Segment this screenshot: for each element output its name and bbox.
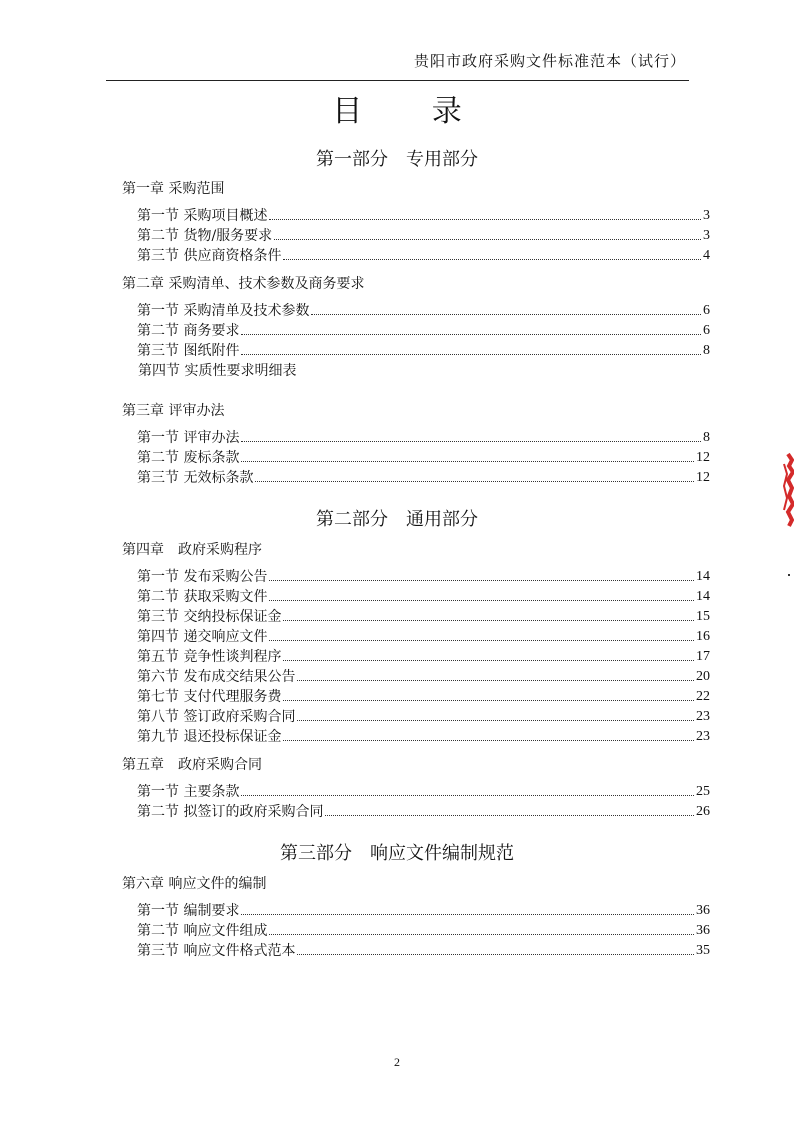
toc-entry[interactable] (137, 299, 710, 319)
chapter-title: 第一章 采购范围 (122, 181, 225, 197)
toc-entry[interactable] (137, 244, 710, 264)
seal-stamp-stroke-inner (784, 464, 787, 510)
entry-label: 第二节 商务要求 (137, 323, 240, 339)
entry-page: 15 (696, 609, 710, 624)
header-rule (106, 80, 689, 81)
toc-entry[interactable] (137, 466, 710, 486)
entry-page: 20 (696, 669, 710, 684)
entry-page: 36 (696, 903, 710, 918)
entry-label: 第二节 货物/服务要求 (137, 228, 273, 244)
entry-page: 23 (696, 729, 710, 744)
entry-label: 第二节 响应文件组成 (137, 923, 268, 939)
toc-entry[interactable] (137, 800, 710, 820)
toc-entry[interactable] (137, 725, 710, 745)
leader-dots (241, 441, 701, 442)
seal-stamp-stroke (788, 454, 793, 526)
leader-dots (283, 660, 694, 661)
entry-label: 第四节 实质性要求明细表 (138, 363, 297, 379)
toc-entry[interactable] (137, 665, 710, 685)
leader-dots (241, 461, 694, 462)
leader-dots (283, 700, 694, 701)
entry-page: 4 (703, 248, 710, 263)
entry-label: 第八节 签订政府采购合同 (137, 709, 296, 725)
toc-entry[interactable] (137, 204, 710, 224)
leader-dots (325, 815, 694, 816)
entry-label: 第二节 获取采购文件 (137, 589, 268, 605)
entry-label: 第三节 图纸附件 (137, 343, 240, 359)
leader-dots (269, 934, 694, 935)
leader-dots (269, 600, 694, 601)
toc-entry[interactable] (137, 685, 710, 705)
leader-dots (269, 580, 694, 581)
entry-label: 第二节 拟签订的政府采购合同 (137, 804, 324, 820)
entry-label: 第三节 供应商资格条件 (137, 248, 282, 264)
entry-page: 12 (696, 470, 710, 485)
leader-dots (283, 740, 694, 741)
toc-entry[interactable] (137, 426, 710, 446)
part-title: 第二部分 通用部分 (316, 509, 478, 530)
toc-entry[interactable] (137, 645, 710, 665)
entry-label: 第七节 支付代理服务费 (137, 689, 282, 705)
part-title: 第一部分 专用部分 (316, 149, 478, 170)
entry-page: 36 (696, 923, 710, 938)
header-title: 贵阳市政府采购文件标准范本（试行） (413, 52, 686, 70)
entry-label: 第六节 发布成交结果公告 (137, 669, 296, 685)
entry-label: 第一节 主要条款 (137, 784, 240, 800)
entry-label: 第一节 发布采购公告 (137, 569, 268, 585)
toc-entry[interactable] (137, 224, 710, 244)
toc-entry[interactable] (138, 359, 711, 379)
entry-label: 第三节 响应文件格式范本 (137, 943, 296, 959)
entry-label: 第五节 竞争性谈判程序 (137, 649, 282, 665)
leader-dots (269, 640, 694, 641)
entry-page: 25 (696, 784, 710, 799)
small-dot-mark (788, 574, 790, 576)
chapter-title: 第三章 评审办法 (122, 403, 225, 419)
entry-page: 12 (696, 450, 710, 465)
leader-dots (241, 795, 694, 796)
entry-page: 14 (696, 589, 710, 604)
entry-label: 第三节 无效标条款 (137, 470, 254, 486)
entry-label: 第二节 废标条款 (137, 450, 240, 466)
leader-dots (241, 354, 701, 355)
entry-page: 14 (696, 569, 710, 584)
entry-label: 第四节 递交响应文件 (137, 629, 268, 645)
entry-page: 8 (703, 343, 710, 358)
chapter-title: 第四章 政府采购程序 (122, 542, 262, 558)
entry-page: 17 (696, 649, 710, 664)
toc-entry[interactable] (137, 625, 710, 645)
entry-page: 26 (696, 804, 710, 819)
toc-entry[interactable] (137, 446, 710, 466)
entry-page: 6 (703, 323, 710, 338)
leader-dots (241, 914, 694, 915)
leader-dots (283, 620, 694, 621)
toc-entry[interactable] (137, 919, 710, 939)
entry-page: 8 (703, 430, 710, 445)
leader-dots (311, 314, 701, 315)
entry-page: 16 (696, 629, 710, 644)
page-number: 2 (394, 1055, 400, 1069)
part-title: 第三部分 响应文件编制规范 (280, 843, 514, 864)
toc-entry[interactable] (137, 319, 710, 339)
toc-entry[interactable] (137, 939, 710, 959)
entry-page: 35 (696, 943, 710, 958)
toc-entry[interactable] (137, 605, 710, 625)
entry-label: 第三节 交纳投标保证金 (137, 609, 282, 625)
leader-dots (255, 481, 694, 482)
entry-label: 第九节 退还投标保证金 (137, 729, 282, 745)
toc-entry[interactable] (137, 585, 710, 605)
entry-page: 3 (703, 208, 710, 223)
leader-dots (297, 954, 694, 955)
leader-dots (297, 720, 694, 721)
entry-label: 第一节 编制要求 (137, 903, 240, 919)
seal-stamp-icon (780, 452, 794, 528)
chapter-title: 第五章 政府采购合同 (122, 757, 262, 773)
entry-label: 第一节 评审办法 (137, 430, 240, 446)
entry-page: 3 (703, 228, 710, 243)
leader-dots (269, 219, 701, 220)
leader-dots (241, 334, 701, 335)
toc-entry[interactable] (137, 780, 710, 800)
entry-page: 23 (696, 709, 710, 724)
leader-dots (297, 680, 694, 681)
toc-entry[interactable] (137, 705, 710, 725)
toc-title: 目 录 (332, 94, 462, 129)
toc-entry[interactable] (137, 899, 710, 919)
leader-dots (283, 259, 701, 260)
entry-label: 第一节 采购项目概述 (137, 208, 268, 224)
entry-label: 第一节 采购清单及技术参数 (137, 303, 310, 319)
chapter-title: 第二章 采购清单、技术参数及商务要求 (122, 276, 365, 292)
toc-entry[interactable] (137, 339, 710, 359)
entry-page: 22 (696, 689, 710, 704)
leader-dots (274, 239, 701, 240)
entry-page: 6 (703, 303, 710, 318)
toc-entry[interactable] (137, 565, 710, 585)
chapter-title: 第六章 响应文件的编制 (122, 876, 267, 892)
